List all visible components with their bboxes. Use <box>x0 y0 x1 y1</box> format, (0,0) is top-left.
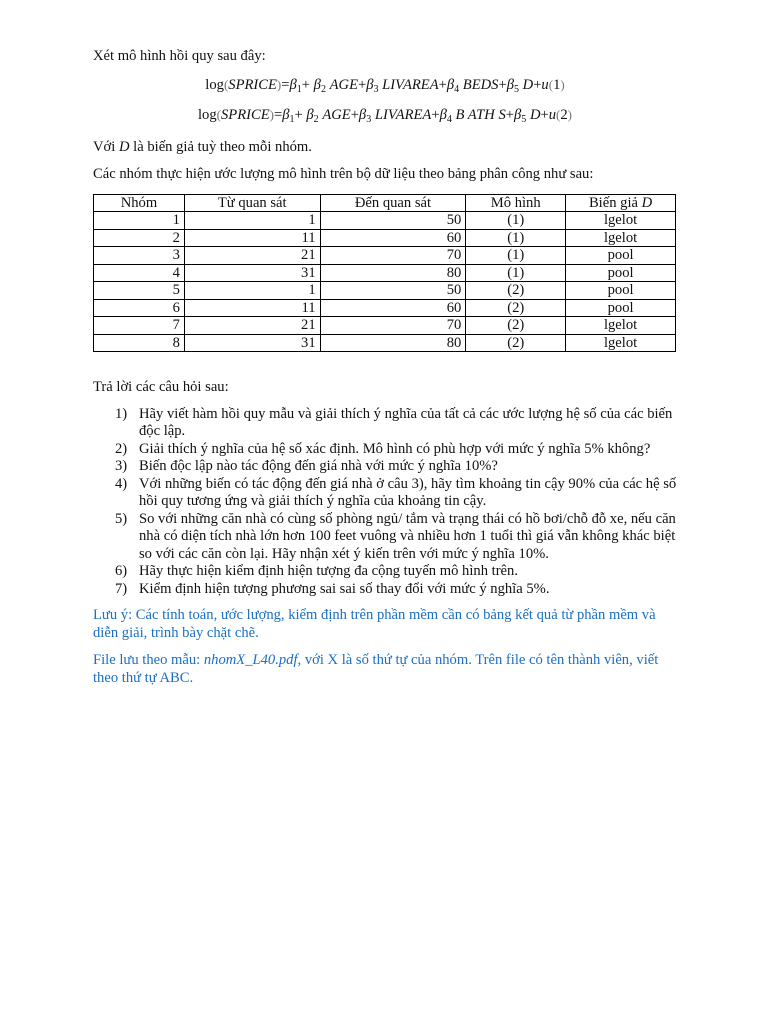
cell-from: 21 <box>184 317 320 335</box>
question-text: Kiểm định hiện tượng phương sai sai số thay đổi với mức ý nghĩa 5%. <box>139 580 550 597</box>
cell-to: 70 <box>320 317 466 335</box>
cell-dummy: pool <box>566 247 676 265</box>
eq1-beds: BEDS <box>462 76 499 93</box>
table-row <box>94 334 676 352</box>
eq1-sub5: 5 <box>513 83 519 95</box>
eq2-beta2: β <box>306 106 314 123</box>
table-row <box>94 264 676 282</box>
question-number: 1) <box>115 405 128 422</box>
header-to: Đến quan sát <box>320 194 466 212</box>
eq1-plus: + <box>533 76 542 93</box>
eq1-plus: + <box>301 76 311 93</box>
eq2-sub3: 3 <box>366 113 372 125</box>
table-row <box>94 229 676 247</box>
list-item <box>93 441 677 459</box>
header-group: Nhóm <box>94 194 185 212</box>
cell-from: 31 <box>184 264 320 282</box>
cell-group: 5 <box>94 282 185 300</box>
eq2-number: 2 <box>560 106 568 123</box>
cell-group: 2 <box>94 229 185 247</box>
eq1-beta1: β <box>289 76 297 93</box>
table-row <box>94 317 676 335</box>
list-item <box>93 563 677 581</box>
eq2-sub2: 2 <box>313 113 319 125</box>
eq2-lhs: SPRICE <box>220 106 270 123</box>
cell-group: 3 <box>94 247 185 265</box>
equation-2: $\log(SPRICE)=\beta_1+ \beta_2$ $AGE+\beta_3$ $LIVAREA+\beta_4$ B ATH $S+\beta_5$ D+u(2) <box>197 106 573 125</box>
eq1-beta4: β <box>446 76 455 93</box>
header-dummy-label: Biến giả <box>588 194 642 211</box>
cell-dummy: pool <box>566 282 676 300</box>
eq2-beta1: β <box>282 106 290 123</box>
eq1-log: log <box>205 76 224 93</box>
eq2-beta3: β <box>358 106 367 123</box>
eq1-beta3: β <box>366 76 374 93</box>
cell-group: 6 <box>94 299 185 317</box>
cell-from: 1 <box>184 282 320 300</box>
eq1-age: AGE <box>329 76 358 93</box>
eq1-lhs: SPRICE <box>228 76 277 93</box>
cell-model: (2) <box>466 282 566 300</box>
cell-from: 21 <box>184 247 320 265</box>
cell-to: 50 <box>320 212 466 230</box>
eq1-plus: + <box>498 76 507 93</box>
eq1-d: D <box>522 76 534 93</box>
eq2-beta4: β <box>439 106 447 123</box>
eq1-equals: = <box>281 76 290 93</box>
cell-to: 80 <box>320 264 466 282</box>
table-row <box>94 247 676 265</box>
cell-from: 11 <box>184 229 320 247</box>
document-page <box>93 48 677 687</box>
eq2-plus: + <box>431 106 440 123</box>
question-text: Biến độc lập nào tác động đến giá nhà với mức ý nghĩa 10%? <box>139 458 498 474</box>
question-text: Hãy viết hàm hồi quy mẫu và giải thích ý nghĩa của tất cả các ước lượng hệ số của các biến độc lập. <box>139 405 673 439</box>
eq2-log: log <box>197 106 217 123</box>
cell-model: (1) <box>466 264 566 282</box>
cell-group: 7 <box>94 317 185 335</box>
eq1-livarea: LIVAREA <box>382 76 439 93</box>
intro-text: Xét mô hình hồi quy sau đây: <box>93 48 266 64</box>
cell-to: 80 <box>320 334 466 352</box>
question-text: Với những biến có tác động đến giá nhà ở câu 3), hãy tìm khoảng tin cậy 90% của các hệ số hồi quy tương ứng và giải thích ý nghĩa của khoảng tin cậy. <box>139 475 677 509</box>
table-intro: Các nhóm thực hiện ước lượng mô hình trên bộ dữ liệu theo bảng phân công như sau: <box>93 166 594 182</box>
cell-to: 70 <box>320 247 466 265</box>
question-number: 5) <box>115 510 128 527</box>
eq2-sub4: 4 <box>446 113 452 125</box>
eq2-plus: + <box>350 106 359 123</box>
eq2-beta5: β <box>514 106 522 123</box>
question-text: Hãy thực hiện kiểm định hiện tượng đa cộng tuyến mô hình trên. <box>139 563 518 579</box>
eq1-plus: + <box>438 76 447 93</box>
cell-dummy: lgelot <box>566 334 676 352</box>
cell-group: 1 <box>94 212 185 230</box>
eq2-plus: + <box>540 106 549 123</box>
eq1-beta2: β <box>313 76 321 93</box>
eq2-equals: = <box>273 106 283 123</box>
header-model: Mô hình <box>466 194 566 212</box>
dummy-note-pre: Với <box>93 138 119 155</box>
list-item <box>93 406 677 441</box>
header-dummy-var: D <box>641 194 653 211</box>
eq2-u: u <box>548 106 557 123</box>
eq2-age: AGE <box>322 106 351 123</box>
list-item <box>93 511 677 564</box>
cell-model: (1) <box>466 229 566 247</box>
list-item <box>93 476 677 511</box>
eq1-sub3: 3 <box>373 83 379 95</box>
table-header-row <box>94 194 676 212</box>
cell-model: (2) <box>466 299 566 317</box>
question-number: 6) <box>115 563 128 579</box>
cell-group: 4 <box>94 264 185 282</box>
eq2-sub1: 1 <box>289 113 295 125</box>
table-row <box>94 299 676 317</box>
dummy-note-var: D <box>118 138 130 155</box>
cell-dummy: pool <box>566 264 676 282</box>
header-from: Từ quan sát <box>184 194 320 212</box>
eq1-u: u <box>541 76 549 93</box>
dummy-note <box>93 139 677 157</box>
eq2-baths: B ATH S <box>455 106 506 123</box>
equation-1: $\log(SPRICE)=\beta_1+ \beta_2$ $AGE+\beta_3$ $LIVAREA+\beta_4$ $BEDS+\beta_5$ D+u(1) <box>205 76 565 95</box>
file-note-post: với X là số thứ tự của nhóm. Trên file có tên thành viên, viết theo thứ tự ABC. <box>93 652 659 686</box>
cell-from: 11 <box>184 299 320 317</box>
question-text: So với những căn nhà có cùng số phòng ngủ/ tắm và trạng thái có hồ bơi/chỗ đỗ xe, nếu căn nhà có diện tích nhà lớn hơn 100 feet vuông và nhiều hơn 1 tuổi thì giá vẫn không khác biệt so với các căn còn lại. Hãy nhận xét ý kiến trên với mức ý nghĩa 10%. <box>139 510 676 562</box>
eq1-plus: + <box>357 76 367 93</box>
eq1-sub2: 2 <box>320 83 326 95</box>
eq1-number: 1 <box>553 76 561 93</box>
question-number: 4) <box>115 475 128 492</box>
cell-to: 60 <box>320 299 466 317</box>
eq1-beta5: β <box>506 76 514 93</box>
questions-intro: Trả lời các câu hỏi sau: <box>93 379 229 395</box>
header-dummy <box>566 194 676 212</box>
eq2-plus: + <box>505 106 515 123</box>
eq1-sub4: 4 <box>454 83 460 95</box>
cell-dummy: lgelot <box>566 317 676 335</box>
dummy-note-post: là biến giả tuỳ theo mỗi nhóm. <box>129 138 312 155</box>
cell-from: 1 <box>184 212 320 230</box>
file-note-pre: File lưu theo mẫu: <box>93 652 204 668</box>
question-list <box>93 406 677 599</box>
cell-model: (1) <box>466 212 566 230</box>
note-text: Lưu ý: Các tính toán, ước lượng, kiểm định trên phần mềm cần có bảng kết quả từ phần mềm và diễn giải, trình bày chặt chẽ. <box>93 607 656 641</box>
list-item <box>93 581 677 599</box>
question-number: 3) <box>115 458 128 474</box>
table-row <box>94 212 676 230</box>
cell-model: (1) <box>466 247 566 265</box>
cell-from: 31 <box>184 334 320 352</box>
cell-dummy: pool <box>566 299 676 317</box>
question-number: 7) <box>115 580 128 597</box>
eq1-sub1: 1 <box>296 83 302 95</box>
file-note <box>93 652 677 687</box>
eq2-livarea: LIVAREA <box>374 106 432 123</box>
assignment-table <box>93 194 676 353</box>
list-item <box>93 458 677 476</box>
question-number: 2) <box>115 440 128 457</box>
eq2-d: D <box>529 106 541 123</box>
cell-dummy: lgelot <box>566 212 676 230</box>
eq2-sub5: 5 <box>521 113 527 125</box>
question-text: Giải thích ý nghĩa của hệ số xác định. Mô hình có phù hợp với mức ý nghĩa 5% không? <box>139 440 651 457</box>
file-note-filename: nhomX_L40.pdf, <box>203 652 302 668</box>
cell-model: (2) <box>466 334 566 352</box>
cell-to: 60 <box>320 229 466 247</box>
cell-to: 50 <box>320 282 466 300</box>
cell-model: (2) <box>466 317 566 335</box>
eq2-plus: + <box>294 106 303 123</box>
table-row <box>94 282 676 300</box>
cell-group: 8 <box>94 334 185 352</box>
cell-dummy: lgelot <box>566 229 676 247</box>
